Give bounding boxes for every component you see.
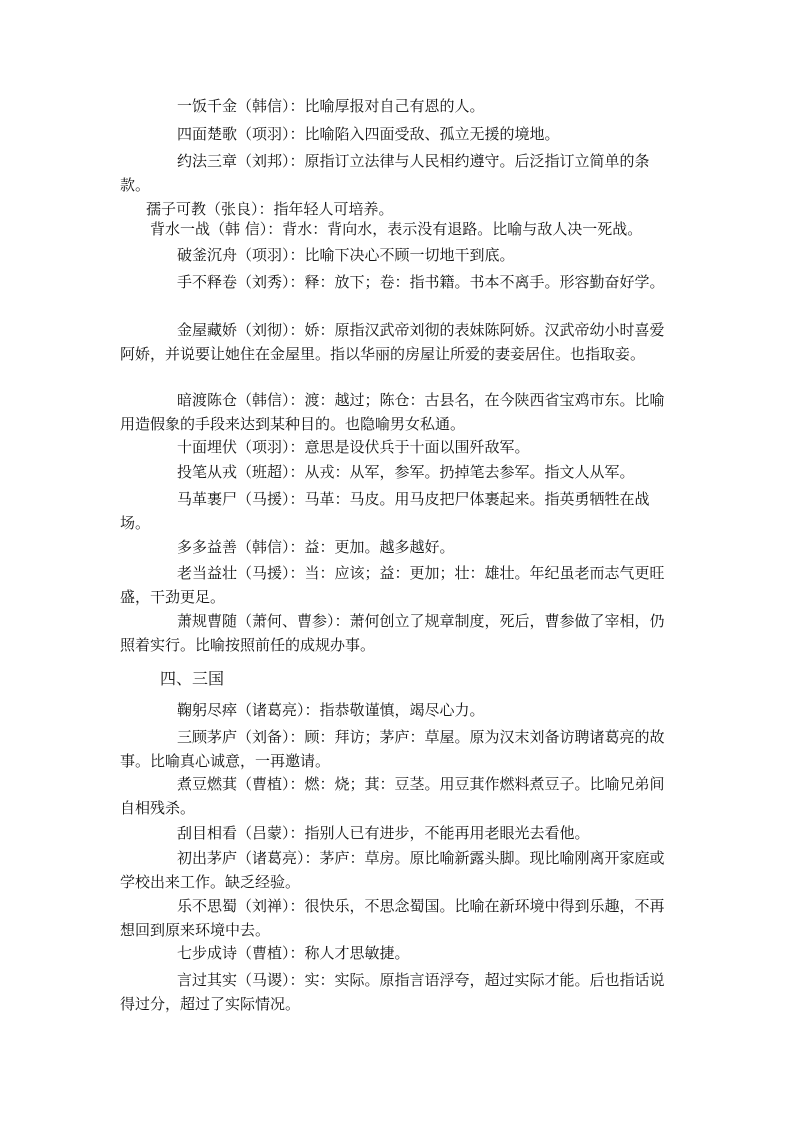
- idiom-entry: 孺子可教（张良）：指年轻人可培养。: [146, 200, 394, 218]
- idiom-entry: 萧规曹随（萧何、曹参）：萧何创立了规章制度，死后，曹参做了宰相，仍照着实行。比喻按照前任的成规办事。: [120, 612, 665, 654]
- idiom-entry: 背水一战（韩 信）：背水：背向水，表示没有退路。比喻与敌人决一死战。: [150, 220, 643, 238]
- idiom-entry: 老当益壮（马援）：当：应该；益：更加；壮：雄壮。年纪虽老而志气更旺盛，干劲更足。: [120, 564, 665, 606]
- idiom-entry: 煮豆燃萁（曹植）：燃：烧；萁：豆茎。用豆萁作燃料煮豆子。比喻兄弟间自相残杀。: [120, 775, 665, 817]
- idiom-entry: 言过其实（马谡）：实：实际。原指言语浮夸，超过实际才能。后也指话说得过分，超过了实际情况。: [120, 971, 665, 1013]
- idiom-entry: 多多益善（韩信）：益：更加。越多越好。: [177, 538, 455, 556]
- idiom-entry: 金屋藏娇（刘彻）：娇：原指汉武帝刘彻的表妹陈阿娇。汉武帝幼小时喜爱阿娇，并说要让她住在金屋里。指以华丽的房屋让所爱的妻妾居住。也指取妾。: [120, 321, 665, 363]
- idiom-entry: 投笔从戎（班超）：从戎：从军，参军。扔掉笔去参军。指文人从军。: [177, 463, 635, 481]
- idiom-entry: 一饭千金（韩信）：比喻厚报对自己有恩的人。: [177, 97, 485, 115]
- idiom-entry: 三顾茅庐（刘备）：顾：拜访；茅庐：草屋。原为汉末刘备访聘诸葛亮的故事。比喻真心诚意，一再邀请。: [120, 728, 665, 770]
- idiom-entry: 马革裹尸（马援）：马革：马皮。用马皮把尸体裹起来。指英勇牺牲在战场。: [120, 490, 650, 532]
- section-heading: 四、三国: [160, 669, 225, 688]
- idiom-entry: 七步成诗（曹植）：称人才思敏捷。: [177, 944, 410, 962]
- idiom-entry: 暗渡陈仓（韩信）：渡：越过；陈仓：古县名，在今陕西省宝鸡市东。比喻用造假象的手段来达到某种目的。也隐喻男女私通。: [120, 391, 665, 433]
- idiom-entry: 十面埋伏（项羽）：意思是设伏兵于十面以围歼敌军。: [177, 438, 530, 456]
- idiom-entry: 乐不思蜀（刘禅）：很快乐，不思念蜀国。比喻在新环境中得到乐趣，不再想回到原来环境中去。: [120, 897, 665, 939]
- idiom-entry: 约法三章（刘邦）：原指订立法律与人民相约遵守。后泛指订立简单的条款。: [120, 152, 650, 194]
- idiom-entry: 四面楚歌（项羽）：比喻陷入四面受敌、孤立无援的境地。: [177, 125, 560, 143]
- idiom-entry: 手不释卷（刘秀）：释：放下；卷：指书籍。书本不离手。形容勤奋好学。: [177, 273, 665, 291]
- idiom-entry: 刮目相看（吕蒙）：指别人已有进步，不能再用老眼光去看他。: [177, 824, 590, 842]
- idiom-entry: 鞠躬尽瘁（诸葛亮）：指恭敬谨慎，竭尽心力。: [177, 701, 485, 719]
- idiom-entry: 初出茅庐（诸葛亮）：茅庐：草房。原比喻新露头脚。现比喻刚离开家庭或学校出来工作。缺乏经验。: [120, 849, 665, 891]
- idiom-entry: 破釜沉舟（项羽）：比喻下决心不顾一切地干到底。: [177, 246, 515, 264]
